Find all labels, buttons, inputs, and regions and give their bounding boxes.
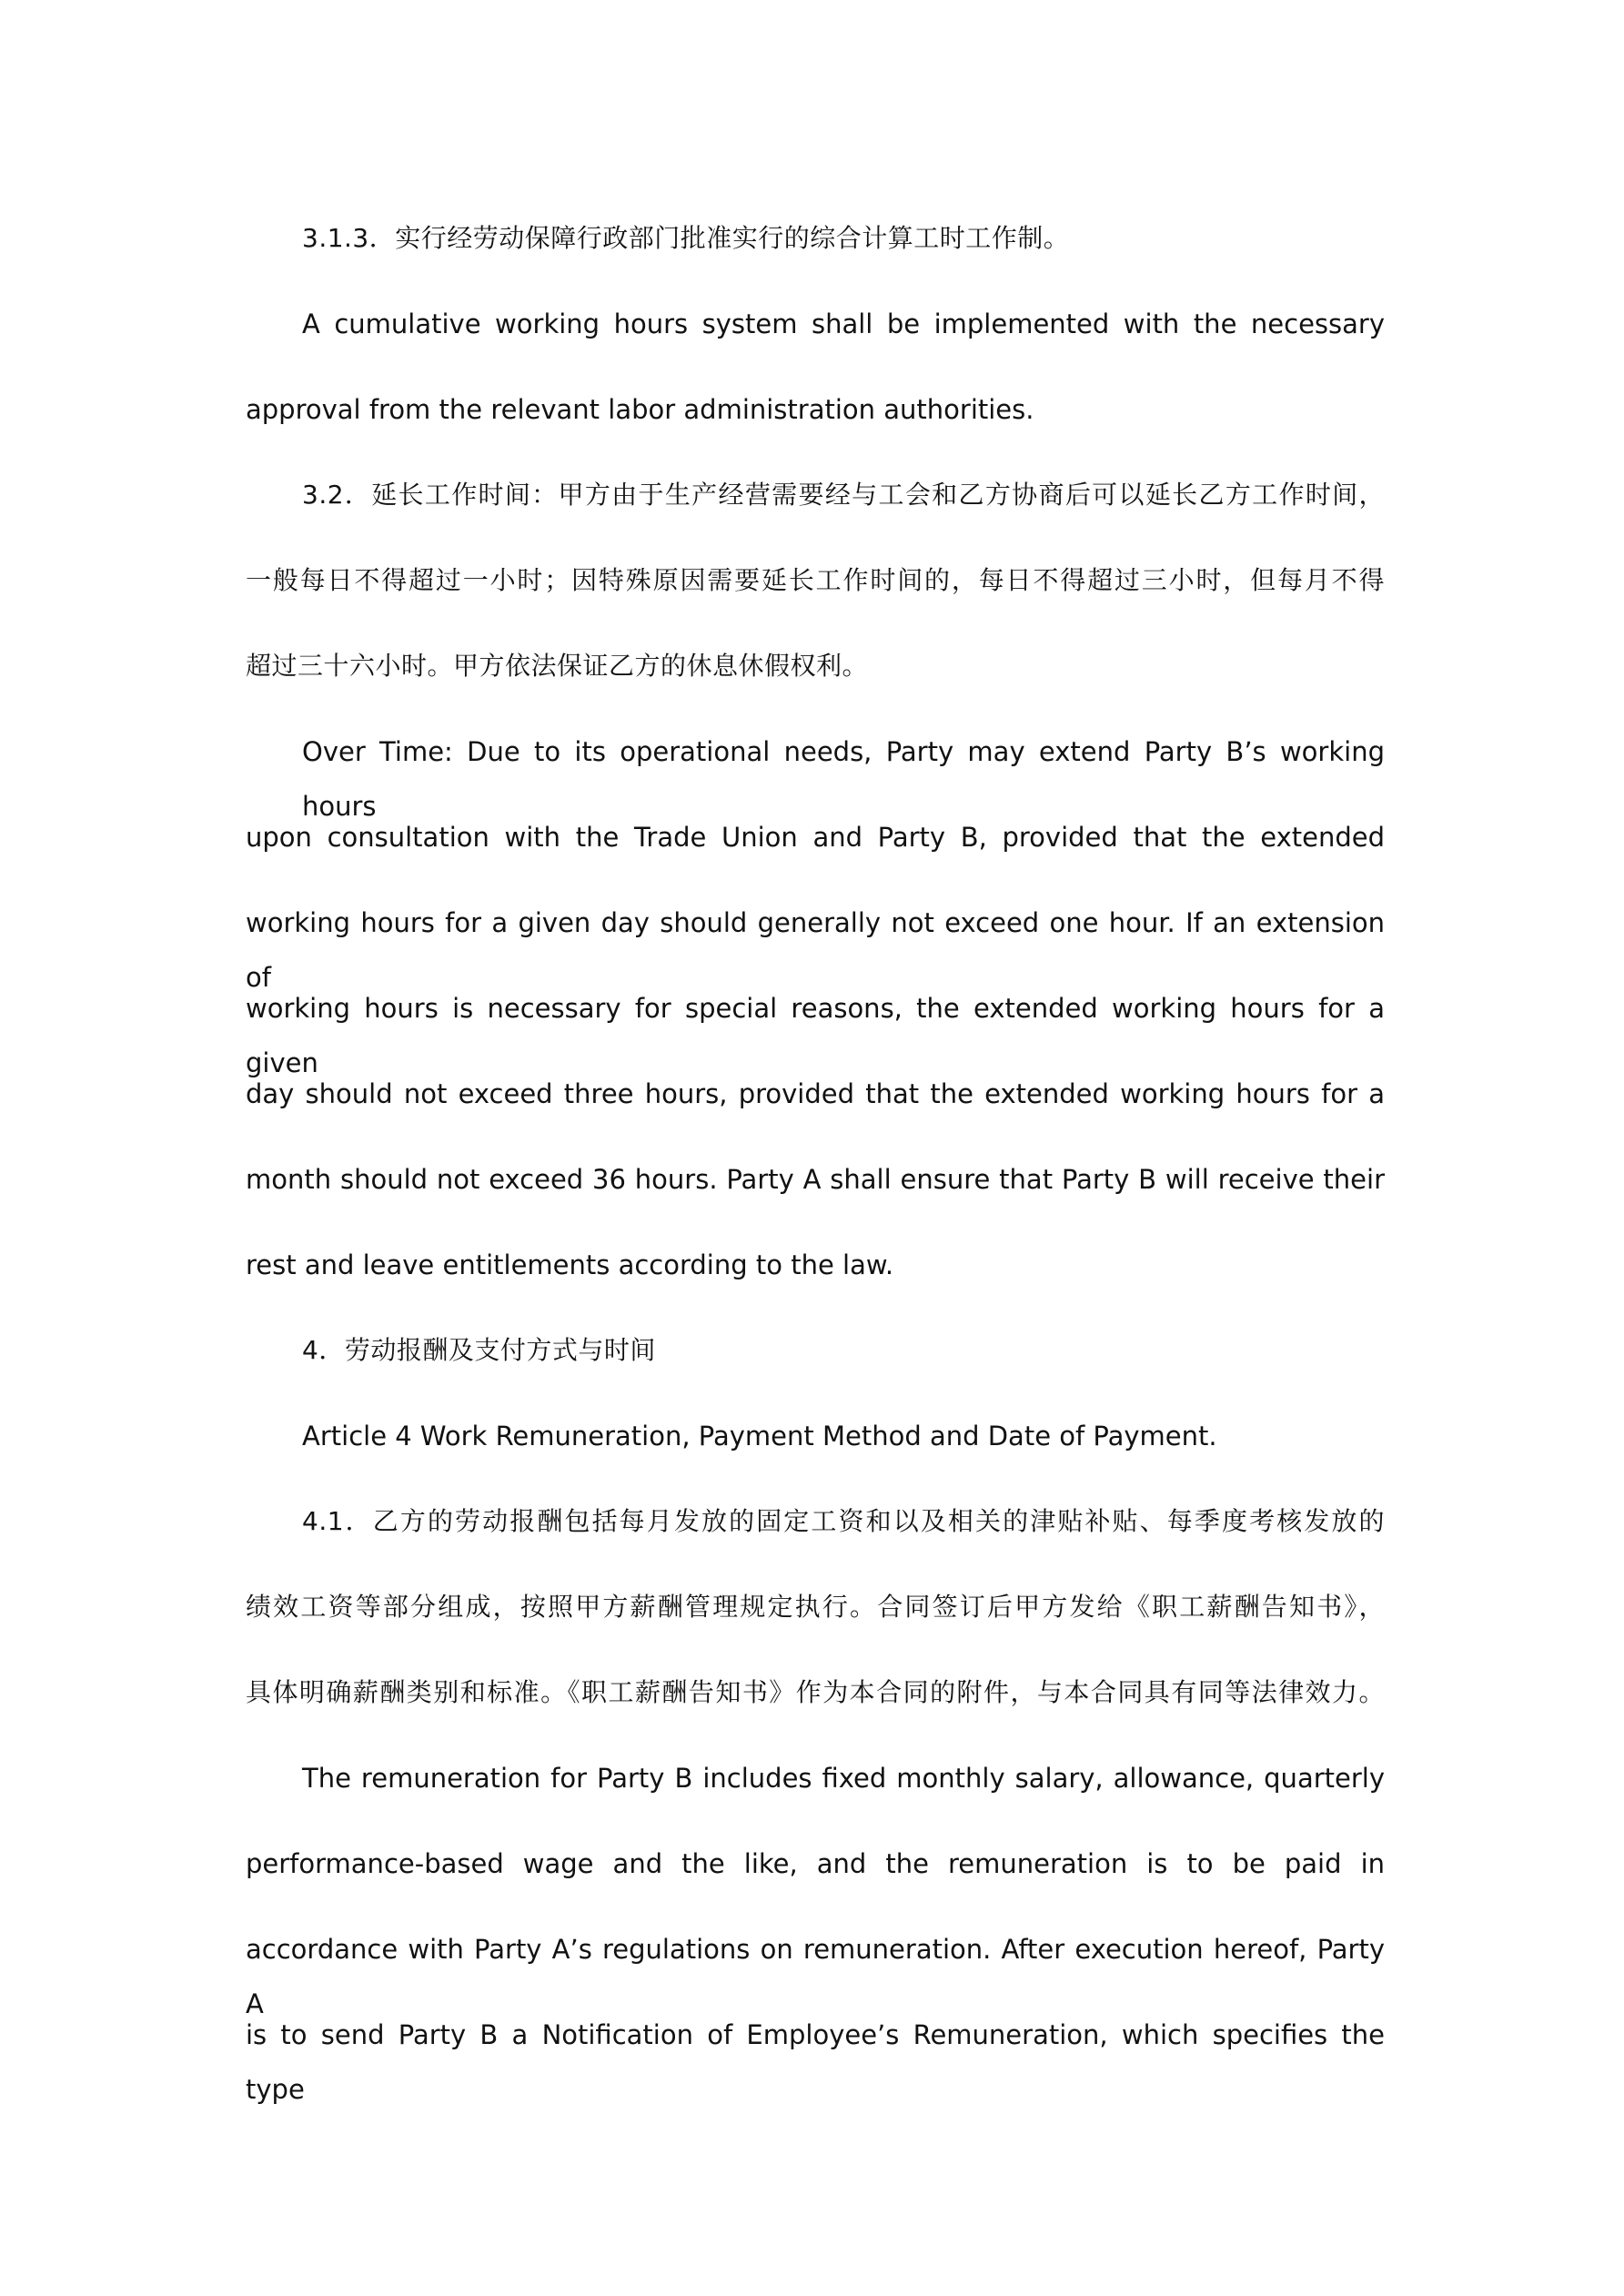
text-line: approval from the relevant labor administration authorities. bbox=[246, 394, 1034, 425]
text-line: 超过三十六小时。甲方依法保证乙方的休息休假权利。 bbox=[246, 651, 869, 681]
text-line: working hours for a given day should generally not exceed one hour. If an extension of bbox=[246, 907, 1385, 993]
text-line: A cumulative working hours system shall be implemented with the necessary bbox=[302, 308, 1385, 339]
text-line: 绩效工资等部分组成，按照甲方薪酬管理规定执行。合同签订后甲方发给《职工薪酬告知书》， bbox=[246, 1592, 1385, 1622]
text-line: 4．劳动报酬及支付方式与时间 bbox=[302, 1335, 656, 1365]
text-line: is to send Party B a Notification of Employee’s Remuneration, which specifies the type bbox=[246, 2019, 1385, 2105]
text-line: performance-based wage and the like, and the remuneration is to be paid in bbox=[246, 1848, 1385, 1879]
text-line: 3.2．延长工作时间：甲方由于生产经营需要经与工会和乙方协商后可以延长乙方工作时间， bbox=[302, 480, 1385, 510]
document-page bbox=[246, 211, 1385, 2105]
text-line: 具体明确薪酬类别和标准。《职工薪酬告知书》作为本合同的附件，与本合同具有同等法律效力。 bbox=[246, 1677, 1385, 1707]
text-line: day should not exceed three hours, provided that the extended working hours for a bbox=[246, 1078, 1385, 1109]
text-line: rest and leave entitlements according to the law. bbox=[246, 1249, 894, 1280]
text-line: Over Time: Due to its operational needs, Party may extend Party B’s working hours bbox=[302, 736, 1385, 822]
text-line: month should not exceed 36 hours. Party A shall ensure that Party B will receive their bbox=[246, 1164, 1385, 1195]
text-line: Article 4 Work Remuneration, Payment Method and Date of Payment. bbox=[302, 1421, 1217, 1451]
text-line: accordance with Party A’s regulations on remuneration. After execution hereof, Party A bbox=[246, 1934, 1385, 2019]
text-line: 4.1．乙方的劳动报酬包括每月发放的固定工资和以及相关的津贴补贴、每季度考核发放的 bbox=[302, 1506, 1385, 1536]
text-line: working hours is necessary for special reasons, the extended working hours for a given bbox=[246, 993, 1385, 1078]
text-line: upon consultation with the Trade Union and Party B, provided that the extended bbox=[246, 822, 1385, 853]
text-line: 一般每日不得超过一小时；因特殊原因需要延长工作时间的，每日不得超过三小时，但每月不得 bbox=[246, 565, 1385, 595]
text-line: The remuneration for Party B includes fixed monthly salary, allowance, quarterly bbox=[302, 1763, 1385, 1794]
text-line: 3.1.3．实行经劳动保障行政部门批准实行的综合计算工时工作制。 bbox=[302, 223, 1070, 253]
